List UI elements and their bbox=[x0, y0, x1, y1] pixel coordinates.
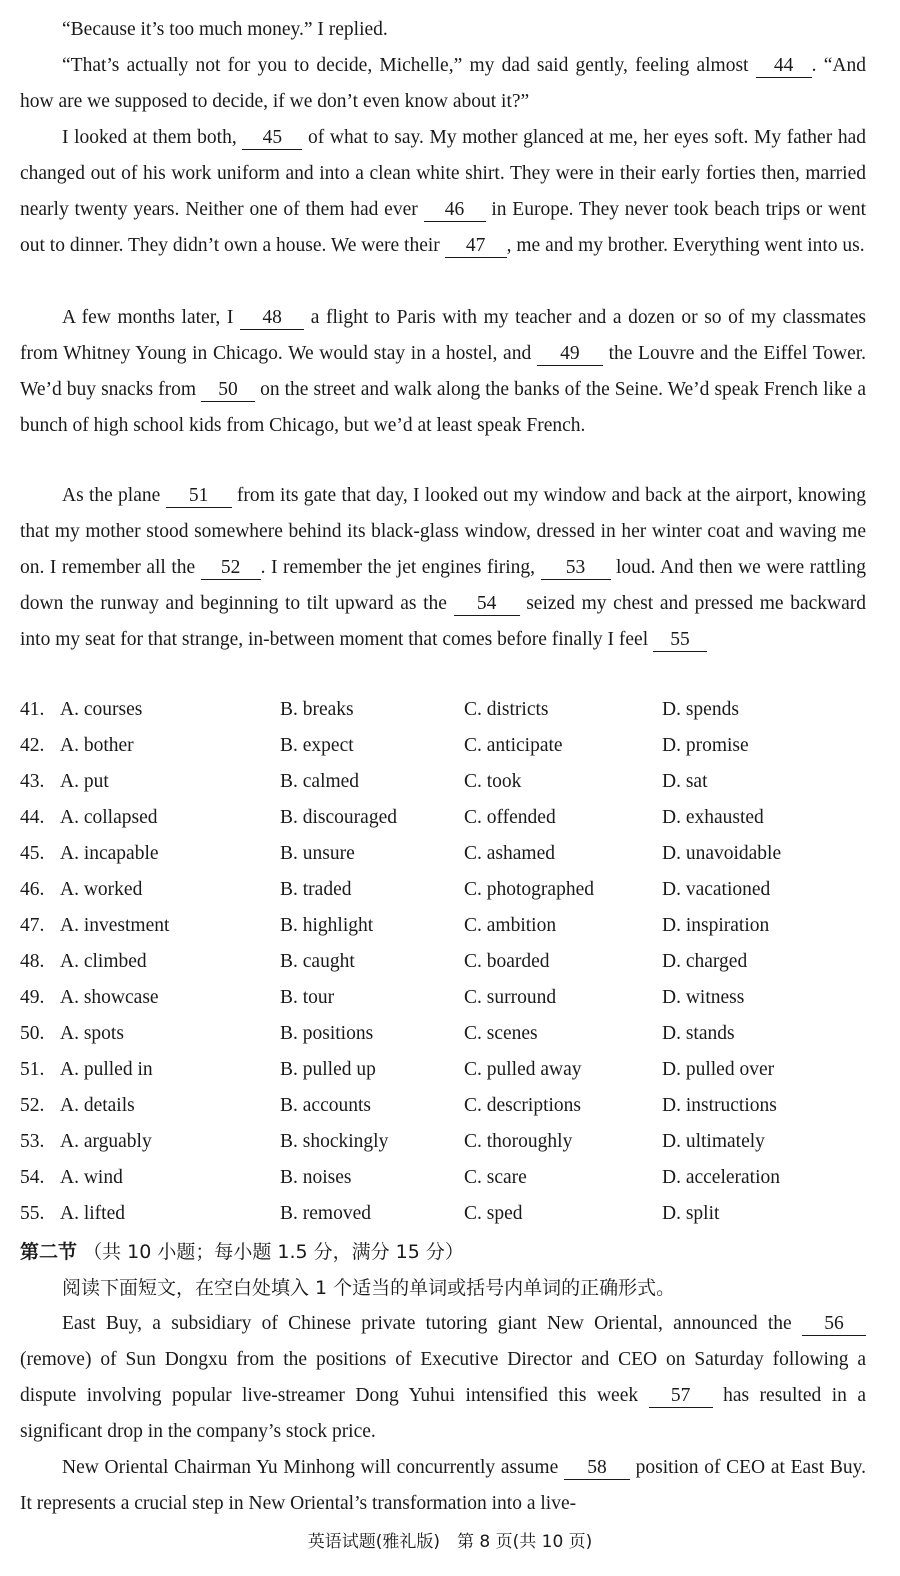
option-b: B. positions bbox=[280, 1023, 374, 1044]
option-b: B. accounts bbox=[280, 1095, 371, 1116]
option-a: A. collapsed bbox=[60, 807, 158, 828]
section-heading bbox=[20, 1234, 464, 1270]
question-row bbox=[20, 980, 880, 1016]
option-b: B. tour bbox=[280, 987, 335, 1008]
option-a: A. climbed bbox=[60, 951, 147, 972]
option-d: D. promise bbox=[662, 735, 749, 756]
passage-text: seized my chest and pressed me backward into my seat for that strange, in-between moment that comes before finally I feel bbox=[20, 593, 866, 650]
option-c: C. photographed bbox=[464, 879, 594, 900]
question-number: 51. bbox=[20, 1059, 45, 1080]
question-row bbox=[20, 800, 880, 836]
question-number: 43. bbox=[20, 771, 45, 792]
option-a: A. incapable bbox=[60, 843, 159, 864]
blank-58: 58 bbox=[564, 1457, 630, 1480]
option-c: C. ashamed bbox=[464, 843, 555, 864]
question-number: 48. bbox=[20, 951, 45, 972]
blank-55: 55 bbox=[653, 629, 707, 652]
option-d: D. witness bbox=[662, 987, 745, 1008]
option-d: D. exhausted bbox=[662, 807, 764, 828]
option-d: D. instructions bbox=[662, 1095, 777, 1116]
passage-paragraph bbox=[20, 120, 866, 264]
option-b: B. caught bbox=[280, 951, 355, 972]
option-c: C. descriptions bbox=[464, 1095, 581, 1116]
passage-text: position of CEO at East Buy. It represents a crucial step in New Oriental’s transformation into a live- bbox=[20, 1457, 867, 1514]
option-d: D. charged bbox=[662, 951, 748, 972]
question-number: 53. bbox=[20, 1131, 45, 1152]
question-row bbox=[20, 836, 880, 872]
question-row bbox=[20, 764, 880, 800]
option-b: B. discouraged bbox=[280, 807, 397, 828]
passage-paragraph bbox=[20, 300, 866, 444]
option-d: D. inspiration bbox=[662, 915, 770, 936]
blank-44: 44 bbox=[756, 55, 812, 78]
option-c: C. districts bbox=[464, 699, 549, 720]
passage-text: “Because it’s too much money.” I replied. bbox=[62, 19, 388, 40]
passage-text: (remove) of Sun Dongxu from the positions of Executive Director and CEO on Saturday following a dispute involving popular live-streamer Dong Yuhui intensified this week bbox=[20, 1349, 866, 1406]
blank-53: 53 bbox=[541, 557, 611, 580]
passage-text: has resulted in a significant drop in the company’s stock price. bbox=[20, 1385, 867, 1442]
question-number: 49. bbox=[20, 987, 45, 1008]
question-row bbox=[20, 1124, 880, 1160]
option-b: B. unsure bbox=[280, 843, 355, 864]
passage-paragraph bbox=[20, 1306, 866, 1450]
question-row bbox=[20, 692, 880, 728]
question-row bbox=[20, 1016, 880, 1052]
option-c: C. took bbox=[464, 771, 522, 792]
question-number: 50. bbox=[20, 1023, 45, 1044]
passage-line bbox=[20, 12, 866, 48]
option-a: A. wind bbox=[60, 1167, 123, 1188]
question-number: 41. bbox=[20, 699, 45, 720]
passage-paragraph bbox=[20, 48, 866, 120]
option-d: D. ultimately bbox=[662, 1131, 765, 1152]
passage-text: loud. And then we were rattling down the runway and beginning to tilt upward as the bbox=[20, 557, 866, 614]
option-b: B. breaks bbox=[280, 699, 354, 720]
blank-47: 47 bbox=[445, 235, 507, 258]
option-a: A. lifted bbox=[60, 1203, 125, 1224]
blank-54: 54 bbox=[454, 593, 520, 616]
option-b: B. highlight bbox=[280, 915, 374, 936]
option-d: D. pulled over bbox=[662, 1059, 775, 1080]
option-a: A. worked bbox=[60, 879, 143, 900]
blank-57: 57 bbox=[649, 1385, 713, 1408]
option-d: D. stands bbox=[662, 1023, 735, 1044]
question-number: 55. bbox=[20, 1203, 45, 1224]
option-d: D. spends bbox=[662, 699, 739, 720]
question-number: 54. bbox=[20, 1167, 45, 1188]
passage-text: the Louvre and the Eiffel Tower. We’d buy snacks from bbox=[20, 343, 867, 400]
question-number: 47. bbox=[20, 915, 45, 936]
passage-paragraph bbox=[20, 478, 866, 658]
option-d: D. vacationed bbox=[662, 879, 771, 900]
blank-51: 51 bbox=[166, 485, 232, 508]
question-number: 46. bbox=[20, 879, 45, 900]
question-row bbox=[20, 944, 880, 980]
option-a: A. investment bbox=[60, 915, 170, 936]
blank-52: 52 bbox=[201, 557, 261, 580]
option-a: A. showcase bbox=[60, 987, 159, 1008]
question-row bbox=[20, 1160, 880, 1196]
question-number: 52. bbox=[20, 1095, 45, 1116]
blank-46: 46 bbox=[424, 199, 486, 222]
section-subtitle: （共 10 小题；每小题 1.5 分，满分 15 分） bbox=[83, 1241, 464, 1263]
option-a: A. pulled in bbox=[60, 1059, 153, 1080]
option-a: A. bother bbox=[60, 735, 134, 756]
option-d: D. acceleration bbox=[662, 1167, 781, 1188]
question-number: 45. bbox=[20, 843, 45, 864]
option-a: A. spots bbox=[60, 1023, 124, 1044]
option-c: C. scenes bbox=[464, 1023, 538, 1044]
question-row bbox=[20, 728, 880, 764]
option-a: A. courses bbox=[60, 699, 143, 720]
question-number: 42. bbox=[20, 735, 45, 756]
option-c: C. scare bbox=[464, 1167, 527, 1188]
option-b: B. pulled up bbox=[280, 1059, 376, 1080]
option-c: C. sped bbox=[464, 1203, 523, 1224]
passage-text: from its gate that day, I looked out my window and back at the airport, knowing that my mother stood somewhere behind its black-glass window, dressed in her winter coat and waving me on. I remember all the bbox=[20, 485, 866, 578]
passage-text: A few months later, I bbox=[62, 307, 234, 328]
passage-text: I looked at them both, bbox=[62, 127, 237, 148]
blank-45: 45 bbox=[242, 127, 302, 150]
passage-text: East Buy, a subsidiary of Chinese private tutoring giant New Oriental, announced the bbox=[62, 1313, 792, 1334]
blank-50: 50 bbox=[201, 379, 255, 402]
passage-text: . I remember the jet engines firing, bbox=[260, 557, 536, 578]
passage-text: on the street and walk along the banks of the Seine. We’d speak French like a bunch of high school kids from Chicago, but we’d at least speak French. bbox=[20, 379, 867, 436]
question-row bbox=[20, 1088, 880, 1124]
question-row bbox=[20, 872, 880, 908]
passage-text: “That’s actually not for you to decide, Michelle,” my dad said gently, feeling almost bbox=[62, 55, 749, 76]
option-a: A. arguably bbox=[60, 1131, 152, 1152]
option-b: B. expect bbox=[280, 735, 354, 756]
blank-49: 49 bbox=[537, 343, 603, 366]
section-title: 第二节 bbox=[20, 1241, 78, 1263]
page-footer: 英语试题(雅礼版) 第 8 页(共 10 页) bbox=[307, 1532, 593, 1552]
option-c: C. ambition bbox=[464, 915, 557, 936]
option-d: D. split bbox=[662, 1203, 720, 1224]
passage-text: . “And how are we supposed to decide, if we don’t even know about it?” bbox=[20, 55, 866, 112]
passage-paragraph bbox=[20, 1450, 866, 1522]
option-c: C. anticipate bbox=[464, 735, 563, 756]
option-b: B. noises bbox=[280, 1167, 352, 1188]
passage-text: New Oriental Chairman Yu Minhong will concurrently assume bbox=[62, 1457, 559, 1478]
blank-48: 48 bbox=[240, 307, 304, 330]
question-row bbox=[20, 908, 880, 944]
question-number: 44. bbox=[20, 807, 45, 828]
blank-56: 56 bbox=[802, 1313, 866, 1336]
option-a: A. put bbox=[60, 771, 109, 792]
option-d: D. sat bbox=[662, 771, 708, 792]
option-b: B. shockingly bbox=[280, 1131, 389, 1152]
option-d: D. unavoidable bbox=[662, 843, 782, 864]
option-b: B. traded bbox=[280, 879, 352, 900]
option-b: B. calmed bbox=[280, 771, 360, 792]
passage-text: of what to say. My mother glanced at me, her eyes soft. My father had changed out of his work uniform and into a clean white shirt. They were in their early forties then, married nearly twenty years. Neither one of them had ever bbox=[20, 127, 866, 220]
option-c: C. surround bbox=[464, 987, 557, 1008]
passage-text: As the plane bbox=[62, 485, 161, 506]
passage-text: a flight to Paris with my teacher and a dozen or so of my classmates from Whitney Young in Chicago. We would stay in a hostel, and bbox=[20, 307, 867, 364]
option-c: C. offended bbox=[464, 807, 556, 828]
question-row bbox=[20, 1196, 880, 1232]
option-c: C. pulled away bbox=[464, 1059, 582, 1080]
question-row bbox=[20, 1052, 880, 1088]
option-a: A. details bbox=[60, 1095, 135, 1116]
section-instruction: 阅读下面短文，在空白处填入 1 个适当的单词或括号内单词的正确形式。 bbox=[62, 1277, 676, 1299]
passage-text: in Europe. They never took beach trips or went out to dinner. They didn’t own a house. We were their bbox=[20, 199, 866, 256]
option-b: B. removed bbox=[280, 1203, 371, 1224]
option-c: C. thoroughly bbox=[464, 1131, 573, 1152]
passage-text: , me and my brother. Everything went into us. bbox=[506, 235, 865, 256]
option-c: C. boarded bbox=[464, 951, 550, 972]
